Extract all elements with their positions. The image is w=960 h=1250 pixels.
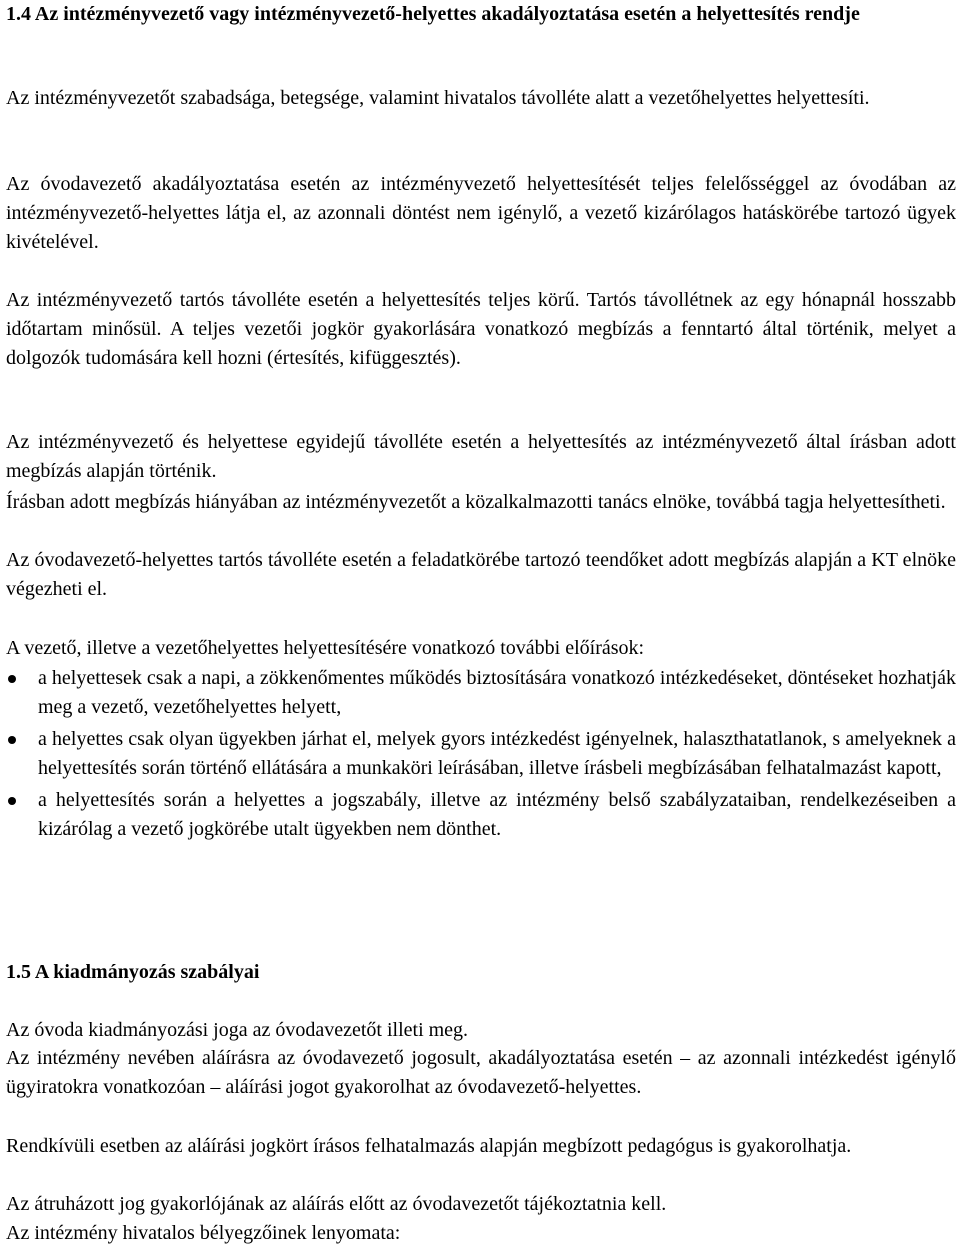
bullet-icon (8, 675, 16, 683)
bullet-icon (8, 797, 16, 805)
paragraph-long-absence: Az intézményvezető tartós távolléte esetén a helyettesítés teljes körű. Tartós távollétnek az egy hónapnál hosszabb időtartam minősül. A teljes vezetői jogkör gyakorlására vonatkozó megbízás a fenntartó által történik, melyet a dolgozók tudomására kell hozni (értesítés, kifüggesztés). (6, 289, 956, 369)
paragraph-signing-right: Az óvoda kiadmányozási joga az óvodavezetőt illeti meg. (6, 1019, 469, 1041)
paragraph-further-rules: A vezető, illetve a vezetőhelyettes helyettesítésére vonatkozó további előírások: (6, 637, 645, 659)
paragraph-head-obstruction: Az óvodavezető akadályoztatása esetén az intézményvezető helyettesítését teljes felelősséggel az óvodában az intézményvezető-helyettes látja el, az azonnali döntést nem igénylő, a vezető kizárólagos hatáskörébe tartozó ügyek kivételével. (6, 173, 956, 253)
paragraph-exceptional-case: Rendkívüli esetben az aláírási jogkört írásos felhatalmazás alapján megbízott pedagógus is gyakorolhatja. (6, 1135, 852, 1157)
paragraph-delegate-inform: Az átruházott jog gyakorlójának az aláírás előtt az óvodavezetőt tájékoztatnia kell. (6, 1193, 667, 1215)
section-heading-1-5: 1.5 A kiadmányozás szabályai (6, 961, 260, 983)
paragraph-no-written-mandate: Írásban adott megbízás hiányában az intézményvezetőt a közalkalmazotti tanács elnöke, továbbá tagja helyettesítheti. (6, 491, 946, 513)
list-item-text: a helyettes csak olyan ügyekben járhat el, melyek gyors intézkedést igényelnek, halaszthatatlanok, s amelyeknek a helyettesítés során történő ellátására a munkaköri leírásában, illetve írásbeli megbízásában felhatalmazást kapott, (38, 728, 956, 779)
paragraph-deputy-absence: Az óvodavezető-helyettes tartós távolléte esetén a feladatkörébe tartozó teendőket adott megbízás alapján a KT elnöke végezheti el. (6, 549, 956, 600)
paragraph-substitution-general: Az intézményvezetőt szabadsága, betegsége, valamint hivatalos távolléte alatt a vezetőhelyettes helyettesíti. (6, 87, 870, 109)
list-item (6, 725, 956, 783)
paragraph-stamp-impressions: Az intézmény hivatalos bélyegzőinek lenyomata: (6, 1222, 401, 1244)
section-heading-1-4: 1.4 Az intézményvezető vagy intézményvezető-helyettes akadályoztatása esetén a helyettesítés rendje (6, 3, 860, 25)
paragraph-simultaneous-absence: Az intézményvezető és helyettese egyidejű távolléte esetén a helyettesítés az intézményvezető által írásban adott megbízás alapján történik. (6, 431, 956, 482)
list-item (6, 664, 956, 722)
list-item (6, 786, 956, 844)
list-item-text: a helyettesítés során a helyettes a jogszabály, illetve az intézmény belső szabályzataiban, rendelkezéseiben a kizárólag a vezető jogkörébe utalt ügyekben nem dönthet. (38, 789, 956, 840)
list-item-text: a helyettesek csak a napi, a zökkenőmentes működés biztosítására vonatkozó intézkedéseket, döntéseket hozhatják meg a vezető, vezetőhelyettes helyett, (38, 667, 956, 718)
rules-bullet-list (6, 664, 956, 847)
bullet-icon (8, 736, 16, 744)
paragraph-signature-authority: Az intézmény nevében aláírásra az óvodavezető jogosult, akadályoztatása esetén – az azonnali intézkedést igénylő ügyiratokra vonatkozóan – aláírási jogot gyakorolhat az óvodavezető-helyettes. (6, 1047, 956, 1098)
